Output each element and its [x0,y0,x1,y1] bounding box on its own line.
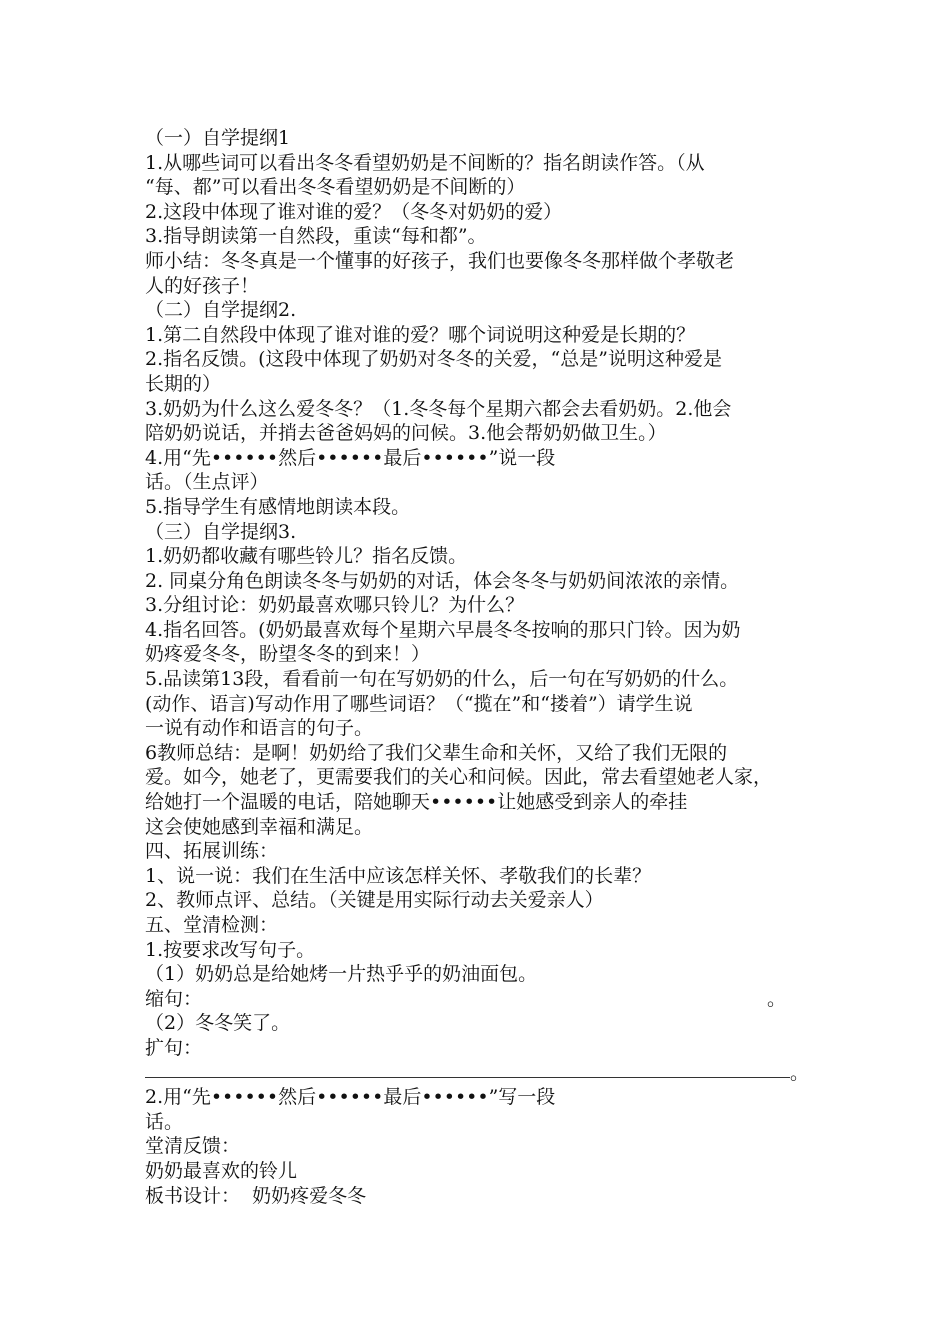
text-line: 5.指导学生有感情地朗读本段。 [145,495,411,518]
text-line: （1）奶奶总是给她烤一片热乎乎的奶油面包。 [145,963,538,986]
text-line: “每、都”可以看出冬冬看望奶奶是不间断的） [145,176,526,199]
text-line: (动作、语言)写动作用了哪些词语？（“揽在”和“搂着”）请学生说 [145,692,693,715]
text-line: 1.按要求改写句子。 [145,938,316,961]
text-line: 五、堂清检测： [145,914,279,936]
suoju-label: 缩句： [145,987,203,1010]
text-line: 4.用“先••••••然后••••••最后••••••”说一段 [145,446,556,469]
text-line: 5.品读第13段，看看前一句在写奶奶的什么，后一句在写奶奶的什么。 [145,668,739,691]
text-line: 3.指导朗读第一自然段，重读“每和都”。 [145,225,487,248]
text-line: 2.这段中体现了谁对谁的爱？（冬冬对奶奶的爱） [145,200,563,223]
text-line: 1.从哪些词可以看出冬冬看望奶奶是不间断的？指名朗读作答。（从 [145,151,705,174]
text-line: 2、教师点评、总结。（关键是用实际行动去关爱亲人） [145,889,604,912]
kuoju-label: 扩句： [145,1036,203,1059]
suoju-end-mark: 。 [767,987,787,1010]
text-line: 2.用“先••••••然后••••••最后••••••”写一段 [145,1086,556,1109]
text-line: 爱。如今，她老了，更需要我们的关心和问候。因此，常去看望她老人家， [145,766,773,789]
answer-underline [145,1077,790,1078]
text-line: 2. 同桌分角色朗读冬冬与奶奶的对话，体会冬冬与奶奶间浓浓的亲情。 [145,569,740,592]
text-line: 师小结：冬冬真是一个懂事的好孩子，我们也要像冬冬那样做个孝敬老 [145,249,735,272]
text-line: 1.第二自然段中体现了谁对谁的爱？哪个词说明这种爱是长期的？ [145,323,696,346]
kuoju-end-mark: 。 [790,1061,810,1084]
text-line: （二）自学提纲2. [145,299,297,322]
text-line: 6教师总结：是啊！奶奶给了我们父辈生命和关怀，又给了我们无限的 [145,741,728,764]
text-line: 1、说一说：我们在生活中应该怎样关怀、孝敬我们的长辈？ [145,864,652,887]
text-line: 3.奶奶为什么这么爱冬冬？（1.冬冬每个星期六都会去看奶奶。2.他会 [145,397,732,420]
suoju-answer-line [145,987,825,1012]
text-line: 奶奶最喜欢的铃儿 [145,1159,298,1182]
text-line: 话。（生点评） [145,471,269,494]
text-line: （2）冬冬笑了。 [145,1012,291,1035]
text-line: 给她打一个温暖的电话，陪她聊天••••••让她感受到亲人的牵挂 [145,791,688,814]
text-line: 奶疼爱冬冬，盼望冬冬的到来！） [145,643,431,666]
text-line: 长期的） [145,372,222,395]
text-line: 板书设计： 奶奶疼爱冬冬 [145,1184,367,1207]
kuoju-answer-blank [145,1061,825,1086]
text-line: 4.指名回答。(奶奶最喜欢每个星期六早晨冬冬按响的那只门铃。因为奶 [145,618,741,641]
text-line: 1.奶奶都收藏有哪些铃儿？指名反馈。 [145,545,468,568]
text-line: 人的好孩子！ [145,274,260,297]
text-line: （一）自学提纲1 [145,127,291,149]
text-line: （三）自学提纲3. [145,520,297,543]
lesson-plan-document [145,126,825,1208]
text-line: 陪奶奶说话，并捎去爸爸妈妈的问候。3.他会帮奶奶做卫生。） [145,422,667,445]
text-line: 这会使她感到幸福和满足。 [145,815,374,838]
text-line: 3.分组讨论：奶奶最喜欢哪只铃儿？为什么？ [145,594,525,617]
text-line: 2.指名反馈。(这段中体现了奶奶对冬冬的关爱，“总是”说明这种爱是 [145,348,722,371]
text-line: 堂清反馈： [145,1135,241,1158]
text-line: 一说有动作和语言的句子。 [145,717,374,740]
text-line: 四、拓展训练： [145,840,279,863]
text-line: 话。 [145,1110,184,1133]
